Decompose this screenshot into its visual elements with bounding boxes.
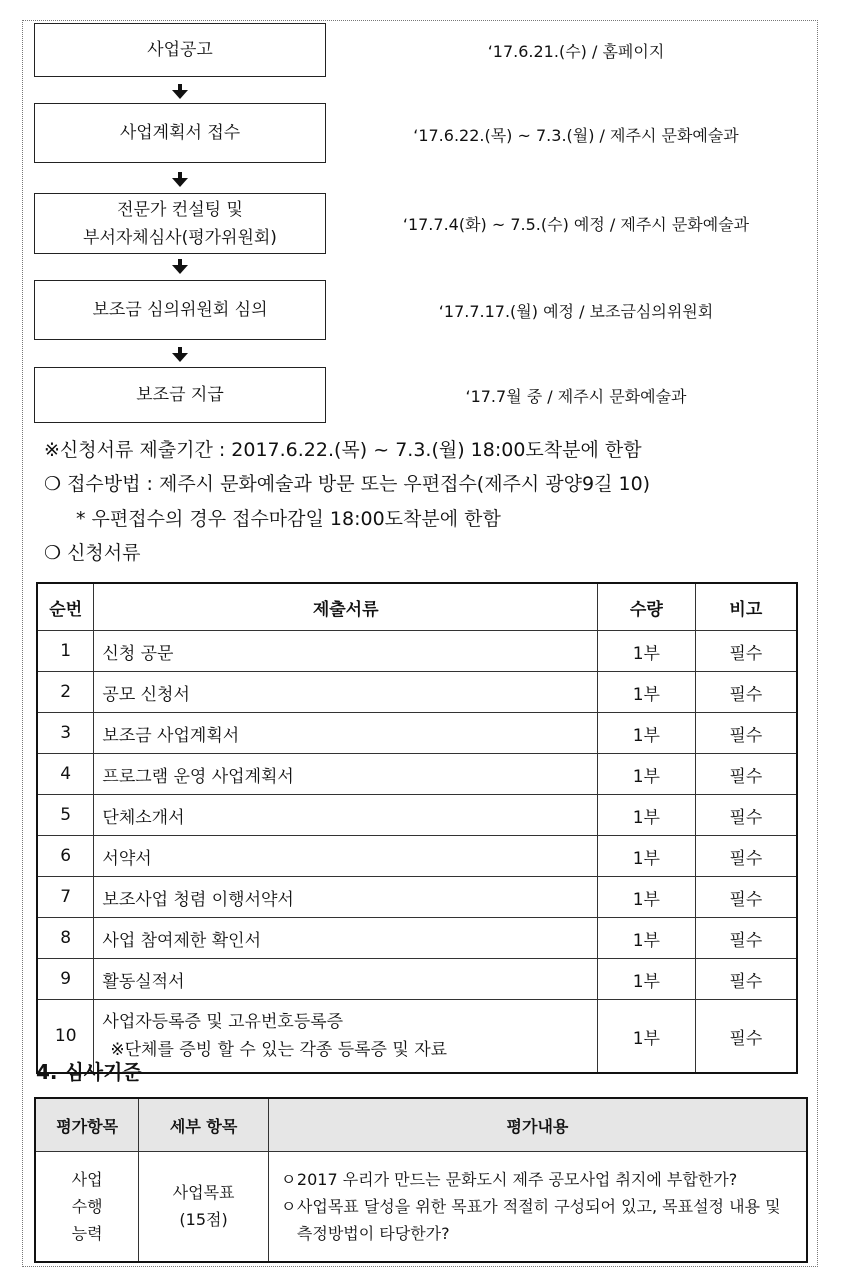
row-document: 단체소개서: [94, 795, 598, 836]
table-row: [37, 836, 797, 877]
row-no: 6: [37, 836, 94, 877]
flow-note-text: ‘17.6.21.(수) / 홈페이지: [487, 42, 665, 61]
flow-step-1: [34, 23, 326, 77]
down-arrow-icon: [171, 170, 189, 188]
row-remark: 필수: [695, 713, 797, 754]
row-quantity: 1부: [597, 754, 695, 795]
row-remark: 필수: [695, 1000, 797, 1074]
mail-note: * 우편접수의 경우 접수마감일 18:00도착분에 한함: [76, 508, 501, 530]
row-no: 5: [37, 795, 94, 836]
down-arrow-icon: [171, 82, 189, 100]
flow-note-3: [326, 212, 826, 235]
header-quantity: 수량: [597, 583, 695, 631]
header-document: 제출서류: [94, 583, 598, 631]
row-remark: 필수: [695, 836, 797, 877]
flow-step-4: [34, 280, 326, 340]
flow-step-label: 보조금 지급: [136, 385, 224, 405]
category-line: 수행: [71, 1196, 103, 1216]
table-header-row: [35, 1098, 807, 1152]
flow-note-text: ‘17.7.17.(월) 예정 / 보조금심의위원회: [438, 302, 714, 321]
flow-step-label: 전문가 컨설팅 및 부서자체심사(평가위원회): [83, 199, 277, 248]
submission-method: ❍ 접수방법 : 제주시 문화예술과 방문 또는 우편접수(제주시 광양9길 10): [44, 473, 651, 495]
row-remark: 필수: [695, 795, 797, 836]
item-label: 사업목표: [172, 1183, 235, 1203]
row-no: 2: [37, 672, 94, 713]
submission-period: ※신청서류 제출기간 : 2017.6.22.(목) ~ 7.3.(월) 18:00도착분에 한함: [44, 439, 642, 461]
category-line: 사업: [71, 1169, 103, 1189]
row-document: 사업 참여제한 확인서: [94, 918, 598, 959]
row-quantity: 1부: [597, 1000, 695, 1074]
row-no: 7: [37, 877, 94, 918]
row-remark: 필수: [695, 918, 797, 959]
table-row: [37, 918, 797, 959]
row-quantity: 1부: [597, 713, 695, 754]
table-row: [37, 1000, 797, 1074]
table-row: [37, 754, 797, 795]
header-content: 평가내용: [268, 1098, 807, 1152]
table-row: [37, 713, 797, 754]
content-bullet: [281, 1166, 798, 1193]
row-remark: 필수: [695, 631, 797, 672]
row-remark: 필수: [695, 754, 797, 795]
row-quantity: 1부: [597, 959, 695, 1000]
row-no: 3: [37, 713, 94, 754]
row-remark: 필수: [695, 877, 797, 918]
flow-note-text: ‘17.6.22.(목) ~ 7.3.(월) / 제주시 문화예술과: [413, 126, 739, 145]
row-document: 활동실적서: [94, 959, 598, 1000]
table-row: [37, 631, 797, 672]
down-arrow-icon: [171, 345, 189, 363]
row-quantity: 1부: [597, 918, 695, 959]
row-quantity: 1부: [597, 877, 695, 918]
row-quantity: 1부: [597, 836, 695, 877]
bullet-mark: ㅇ: [280, 1196, 297, 1216]
table-row: [35, 1152, 807, 1262]
bullet-mark: ㅇ: [280, 1169, 297, 1189]
flow-note-5: [326, 384, 826, 407]
header-item: 세부 항목: [139, 1098, 269, 1152]
table-row: [37, 959, 797, 1000]
content-text: 2017 우리가 만드는 문화도시 제주 공모사업 취지에 부합한가?: [296, 1169, 738, 1189]
category-line: 능력: [71, 1223, 103, 1243]
eval-content: [268, 1152, 807, 1262]
row-document: [94, 1000, 598, 1074]
table-header-row: [37, 583, 797, 631]
row-document: 신청 공문: [94, 631, 598, 672]
section-title: 4. 심사기준: [36, 1060, 142, 1084]
evaluation-table: [34, 1097, 808, 1263]
content-bullet: [281, 1193, 798, 1247]
row-document: 보조금 사업계획서: [94, 713, 598, 754]
row-no: 10: [37, 1000, 94, 1074]
flow-note-text: ‘17.7월 중 / 제주시 문화예술과: [465, 387, 687, 406]
row-no: 8: [37, 918, 94, 959]
flow-note-1: [326, 39, 826, 62]
table-row: [37, 877, 797, 918]
row-no: 9: [37, 959, 94, 1000]
flow-note-2: [326, 123, 826, 146]
down-arrow-icon: [171, 257, 189, 275]
flow-step-label: 사업공고: [147, 40, 213, 60]
flow-step-2: [34, 103, 326, 163]
item-score: (15점): [179, 1210, 228, 1230]
flow-step-3: [34, 193, 326, 254]
eval-category: [35, 1152, 139, 1262]
row-quantity: 1부: [597, 631, 695, 672]
row-document-main: 사업자등록증 및 고유번호등록증: [102, 1012, 344, 1032]
header-category: 평가항목: [35, 1098, 139, 1152]
row-document: 공모 신청서: [94, 672, 598, 713]
docs-heading: ❍ 신청서류: [44, 542, 141, 564]
row-document-sub: ※단체를 증빙 할 수 있는 각종 등록증 및 자료: [110, 1040, 448, 1060]
row-no: 4: [37, 754, 94, 795]
eval-item: [139, 1152, 269, 1262]
flow-step-label: 보조금 심의위원회 심의: [92, 300, 268, 320]
header-remark: 비고: [695, 583, 797, 631]
table-row: [37, 795, 797, 836]
row-remark: 필수: [695, 959, 797, 1000]
header-no: 순번: [37, 583, 94, 631]
documents-table: [36, 582, 798, 1074]
flow-step-5: [34, 367, 326, 423]
flow-step-label: 사업계획서 접수: [119, 123, 241, 143]
row-document: 보조사업 청렴 이행서약서: [94, 877, 598, 918]
row-document: 프로그램 운영 사업계획서: [94, 754, 598, 795]
flow-note-text: ‘17.7.4(화) ~ 7.5.(수) 예정 / 제주시 문화예술과: [402, 215, 750, 234]
flow-note-4: [326, 299, 826, 322]
row-quantity: 1부: [597, 672, 695, 713]
row-quantity: 1부: [597, 795, 695, 836]
row-document: 서약서: [94, 836, 598, 877]
row-no: 1: [37, 631, 94, 672]
row-remark: 필수: [695, 672, 797, 713]
table-row: [37, 672, 797, 713]
content-text: 사업목표 달성을 위한 목표가 적절히 구성되어 있고, 목표설정 내용 및 측정방법이 타당한가?: [296, 1196, 781, 1243]
